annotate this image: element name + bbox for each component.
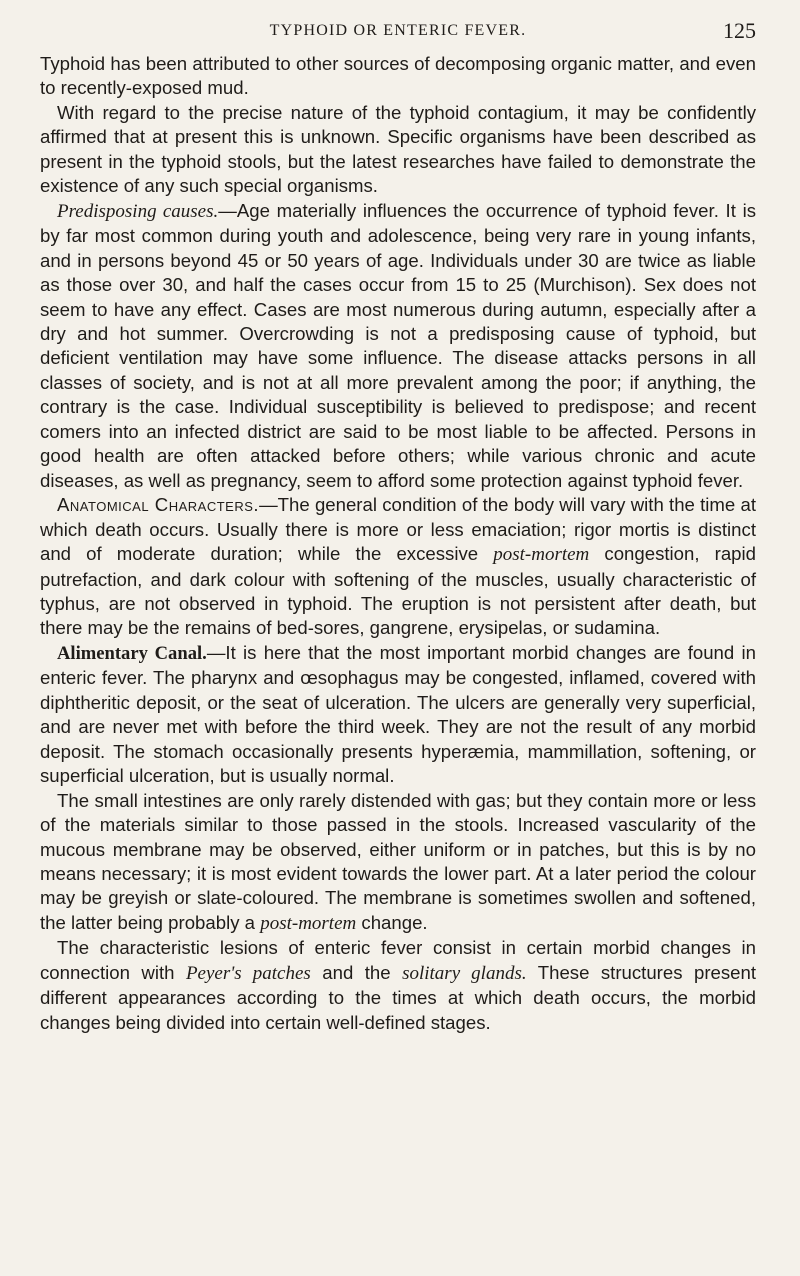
paragraph-6-text-a: The small intestines are only rarely distended with gas; but they contain more or less of the materials similar to those passed in the stools. Increased vascularity of the mucous membrane may be observed, either uniform or in patches, but this is by no means necessary; it is most evident towards the lower part. At a later period the colour may be greyish or slate-coloured. The membrane is sometimes swollen and softened, the latter being probably a	[40, 789, 756, 933]
running-head	[40, 18, 756, 48]
paragraph-4	[40, 493, 756, 641]
section-head-anatomical: Anatomical Characters.	[57, 494, 260, 516]
paragraph-4-italic: post-mortem	[493, 544, 590, 566]
page-number: 125	[723, 18, 756, 43]
paragraph-4-text-b: congestion, rapid putrefaction, and dark colour with softening of the muscles, usually characteristic of typhus, are not observed in typhoid. The eruption is not persistent after death, but there may be the remains of bed-sores, gangrene, erysipelas, or sudamina.	[40, 543, 756, 639]
paragraph-5-text: —It is here that the most important morbid changes are found in enteric fever. The pharynx and œsophagus may be congested, inflamed, covered with diphtheritic deposit, or the seat of ulceration. The ulcers are generally very superficial, and are never met with before the third week. They are not the result of any morbid deposit. The stomach occasionally presents hyperæmia, mammillation, softening, or superficial ulceration, but is usually normal.	[40, 641, 756, 787]
paragraph-6	[40, 789, 756, 937]
section-head-alimentary: Alimentary Canal.	[57, 642, 207, 664]
section-head-predisposing: Predisposing causes.	[57, 200, 219, 222]
paragraph-1: Typhoid has been attributed to other sources of decomposing organic matter, and even to recently-exposed mud.	[40, 53, 756, 99]
paragraph-3-text: —Age materially influences the occurrence of typhoid fever. It is by far most common during youth and adolescence, being very rare in young infants, and in persons beyond 45 or 50 years of age. Individuals under 30 are twice as liable as those over 30, and half the cases occur from 15 to 25 (Murchison). Sex does not seem to have any effect. Cases are most numerous during autumn, especially after a dry and hot summer. Overcrowding is not a predisposing cause of typhoid, but deficient ventilation may have some influence. The disease attacks persons in all classes of society, and is not at all more prevalent among the poor; if anything, the contrary is the case. Individual susceptibility is believed to predispose; and recent comers into an infected district are said to be most liable to be affected. Persons in good health are often attacked before others; while various chronic and acute diseases, as well as pregnancy, seem to afford some protection against typhoid fever.	[40, 199, 757, 491]
paragraph-7-text-a: The characteristic lesions of enteric fever consist in certain morbid changes in connection with	[40, 937, 756, 983]
paragraph-7-italic-2: solitary glands.	[402, 962, 527, 984]
running-title: TYPHOID OR ENTERIC FEVER.	[269, 22, 527, 39]
paragraph-3	[40, 199, 756, 493]
body-text	[40, 52, 756, 1035]
paragraph-4-text-a: —The general condition of the body will vary with the time at which death occurs. Usually there is more or less emaciation; rigor mortis is distinct and of moderate duration; while the excessive	[40, 494, 756, 565]
paragraph-6-text-b: change.	[356, 911, 428, 933]
paragraph-6-italic: post-mortem	[260, 912, 357, 934]
paragraph-2: With regard to the precise nature of the typhoid contagium, it may be confidently affirmed that at present this is unknown. Specific organisms have been described as present in the typhoid stools, but the latest researches have failed to demonstrate the existence of any such special organisms.	[40, 101, 756, 197]
paragraph-7-text-b: These structures present different appearances according to the times at which death occurs, the morbid changes being divided into certain well-defined stages.	[40, 961, 756, 1033]
paragraph-5	[40, 641, 756, 789]
paragraph-7	[40, 936, 756, 1035]
paragraph-7-text-mid: and the	[310, 961, 403, 983]
paragraph-7-italic-1: Peyer's patches	[185, 962, 311, 984]
